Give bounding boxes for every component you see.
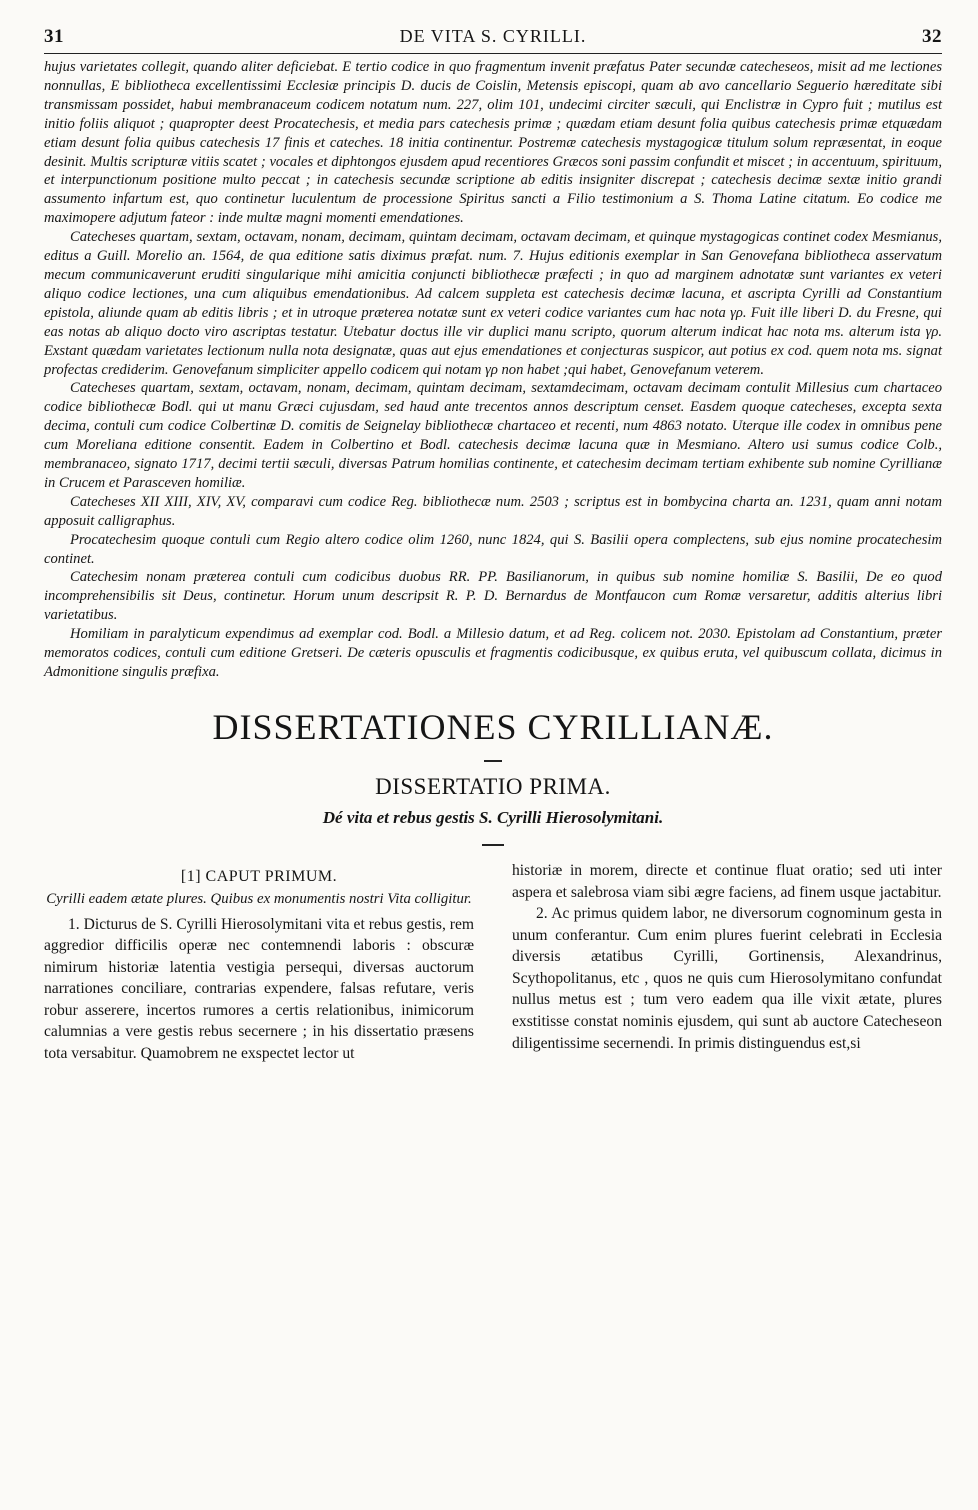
left-page-number: 31: [44, 26, 64, 47]
notes-paragraph-3: Catecheses quartam, sextam, octavam, nonam, decimam, quintam decimam, sextamdecimam, octavam decimam contulit Millesius cum chartaceo codice bibliothecæ Bodl. qui ut manu Græci cujusdam, sed haud ante trecentos annos descriptum censet. Easdem quoque catecheses, excepta sexta decima, contuli cum codice Colbertinæ D. comitis de Seignelay bibliothecæ chartaceo et recenti, num 4863 notato. Uterque ille codex in omnibus pene cum Moreliana editione consentit. Eadem in Colbertino et Bodl. catechesis decimæ lacuna quæ in Mesmiano. Altero usi sumus codice Colb., membranaceo, signato 1717, decimi tertii sæculi, diversas Patrum homilias continente, et catechesim decimam tertiam exhibente sub nomine Cyrillianæ in Crucem et Parasceven homiliæ.: [44, 380, 942, 491]
dissertation-subtitle: DISSERTATIO PRIMA.: [375, 773, 611, 799]
body-columns: [44, 860, 942, 1065]
notes-paragraph-6: Catechesim nonam præterea contuli cum codicibus duobus RR. PP. Basilianorum, in quibus sub nomine homiliæ S. Basilii, De eo quod incomprehensibilis sit Deus, continetur. Horum unum descripsit R. P. D. Bernardus de Montfaucon cum Romæ versaretur, additis alterius libri varietatibus.: [44, 569, 942, 624]
dissertation-title: DISSERTATIONES CYRILLIANÆ.: [212, 706, 774, 747]
section-divider: [482, 844, 504, 846]
left-column-paragraph: 1. Dicturus de S. Cyrilli Hierosolymitani vita et rebus gestis, rem aggredior difficilis operæ nec contemnendi laboris : obscuræ nimirum historiæ latentia vestigia persequi, diversas auctorum narrationes conciliare, contrarias expendere, falsas refutare, veris robur asserere, incertos rumores a certis relationibus, inimicorum calumnias a vere gestis rebus secernere ; in his dissertatio præsens tota versabitur. Quamobrem ne exspectet lector ut: [44, 915, 474, 1063]
notes-block: [44, 58, 942, 682]
right-column-paragraph: 2. Ac primus quidem labor, ne diversorum cognominum gesta in unum conferantur. Cum enim plures fuerint celebrati in Ecclesia diversis ætatibus Cyrilli, Gortinensis, Alexandrinus, Scythopolitanus, etc , quos ne quis cum Hierosolymitano confundat nullus metus est ; tum vero eadem qua ille vixit ætate, plures exstitisse constat nominis ejusdem, qui sunt ab auctore Catecheseon diligentissime secernendi. In primis distinguendus est,si: [512, 905, 942, 1052]
notes-paragraph-2: Catecheses quartam, sextam, octavam, nonam, decimam, quintam decimam, octavam decimam, et quinque mystagogicas continet codex Mesmianus, editus a Guill. Morelio an. 1564, de qua editione satis diximus præfat. num. 7. Hujus editionis exemplar in San Genovefana bibliotheca asservatum mecum communicaverunt eruditi singularique mihi amicitia conjuncti bibliothecæ præfecti ; in quo ad marginem adnotatæ sunt variantes ex veteri aliquo codice lectiones, una cum aliquibus emendationibus. Ad calcem suppleta est catechesis decimæ lacuna, et ascripta Cyrilli ad Constantium epistola, aliunde quam ab editis libris ; et in utroque præterea notatæ sunt ex veteri codice variantes cum hac nota γρ. Fuit ille liberi D. du Fresne, qui eas notas ab aliquo docto viro ascriptas testatur. Utebatur doctus ille vir duplici manu scripto, quorum alterum indicat hac nota ms. alterum ista γρ. Exstant quædam varietates lectionum nulla nota designatæ, quas aut ejus emendationes et conjecturas suspicor, aut potius ex cod. quem nota ms. signat profectas crediderim. Genovefanum simpliciter appello codicem qui notam γρ non habet ;qui habet, Genovefanum veterem.: [44, 229, 942, 378]
right-column: [512, 860, 942, 1065]
dissertation-description: Dé vita et rebus gestis S. Cyrilli Hierosolymitani.: [322, 807, 664, 827]
notes-paragraph-4: Catecheses XII XIII, XIV, XV, comparavi cum codice Reg. bibliothecæ num. 2503 ; scriptus est in bombycina charta an. 1231, quam anni notam apposuit calligraphus.: [44, 493, 942, 529]
caput-summary: Cyrilli eadem ætate plures. Quibus ex monumentis nostri Vita colligitur.: [46, 890, 472, 907]
header-rule: [44, 53, 942, 54]
title-divider: [484, 760, 502, 762]
notes-paragraph-7: Homiliam in paralyticum expendimus ad exemplar cod. Bodl. a Millesio datum, et ad Reg. colicem not. 2030. Epistolam ad Constantium, præter memoratos codices, contuli cum editione Gretseri. De cæteris opusculis et fragmentis codicibusque, ex quibus eruta, vel quibuscum collata, dicimus in Admonitione singulis præfixa.: [44, 626, 942, 680]
notes-paragraph-5: Procatechesim quoque contuli cum Regio altero codice olim 1260, nunc 1824, qui S. Basilii opera complectens, sub ejus nomine procatechesim continet.: [44, 531, 942, 567]
caput-heading: [1] CAPUT PRIMUM.: [180, 867, 338, 885]
running-head: [44, 26, 942, 48]
running-title: DE VITA S. CYRILLI.: [399, 26, 587, 46]
notes-paragraph-1: hujus varietates collegit, quando aliter deficiebat. E tertio codice in quo fragmentum invenit præfatus Pater secundæ catecheseos, misit ad me lectiones nonnullas, E bibliotheca excellentissimi Ecclesiæ principis D. ducis de Coislin, Metensis episcopi, quam ab avo cancellario Seguerio hæreditate sibi transmissam possidet, habui membranaceum codicem notatum num. 227, olim 101, undecimi circiter sæculi, qui Enclistræ in Cypro fuit ; mutilus est initio foliis aliquot ; quapropter deest Procatechesis, et media pars catechesis primæ ; quædam etiam desunt folia quibus catechesis primæ etquædam etiam desunt folia quibus catechesis 17 finis et cateches. 18 initia continentur. Postremæ catechesis mystagogicæ titulum solum repræsentat, in eoque desinit. Multis scripturæ vitiis scatet ; vocales et diphtongos ejusdem apud recentiores Græcos soni passim confundit et miscet ; in accentuum, spirituum, et interpunctionum positione multo peccat ; in catechesis secundæ scriptione ab editis insigniter discrepat ; catechesis decimæ sextæ initio grandi assumento infartum est, quo continetur luculentum de processione Spiritus sancti a Filio testimonium a S. Thoma Latine citatum. Eo codice me maximopere adjutum fateor : inde multæ magni momenti emendationes.: [44, 59, 942, 227]
left-column: [44, 860, 474, 1065]
right-column-continuation: historiæ in morem, directe et continue fluat oratio; sed uti inter aspera et salebrosa viam sibi ægre faciens, ad finem usque jactabitur.: [512, 861, 942, 901]
right-page-number: 32: [921, 26, 942, 47]
